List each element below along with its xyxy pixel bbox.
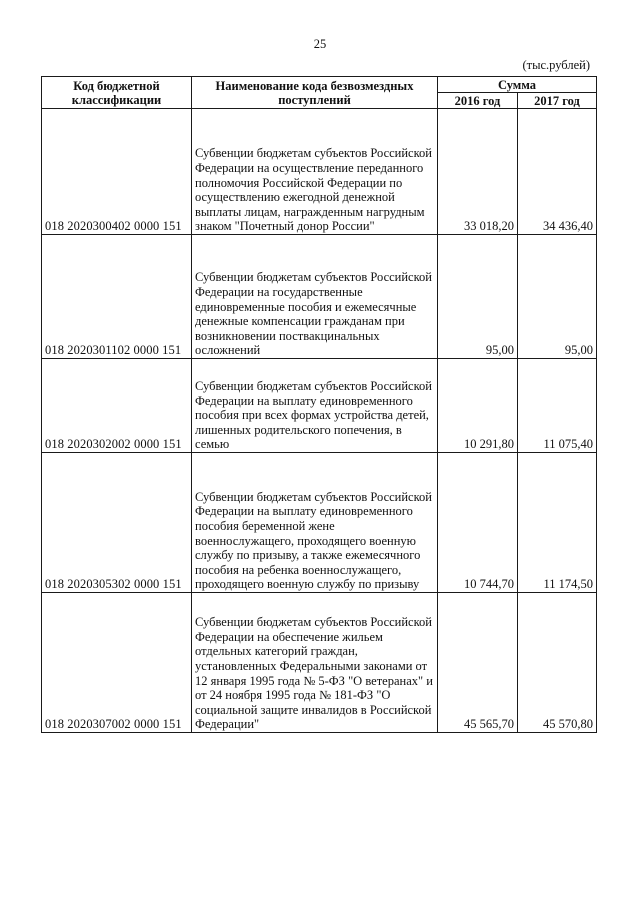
year-2016-header: 2016 год: [438, 93, 518, 109]
sum-2016: 10 744,70: [438, 453, 518, 593]
budget-table: [41, 76, 597, 733]
sum-2016: 95,00: [438, 235, 518, 359]
sum-2017: 11 174,50: [518, 453, 597, 593]
budget-code: 018 2020302002 0000 151: [42, 359, 192, 453]
budget-code: 018 2020301102 0000 151: [42, 235, 192, 359]
income-name: Субвенции бюджетам субъектов Российской Федерации на выплату единовременного пособия беременной жене военнослужащего, проходящего военную службу по призыву, а также ежемесячного пособия на ребенка военнослужащего, проходящего военную службу по призыву: [192, 453, 438, 593]
sum-2017: 11 075,40: [518, 359, 597, 453]
budget-code: 018 2020305302 0000 151: [42, 453, 192, 593]
budget-code: 018 2020307002 0000 151: [42, 593, 192, 733]
sum-2017: 34 436,40: [518, 109, 597, 235]
year-2017-header: 2017 год: [518, 93, 597, 109]
table-row: [42, 453, 597, 593]
page-number: 25: [313, 37, 327, 51]
sum-2016: 45 565,70: [438, 593, 518, 733]
code-column-header: Код бюджетной классификации: [42, 77, 192, 109]
income-name: Субвенции бюджетам субъектов Российской Федерации на осуществление переданного полномочия Российской Федерации по осуществлению ежегодной денежной выплаты лицам, награжденным нагрудным знаком "Почетный донор России": [192, 109, 438, 235]
income-name: Субвенции бюджетам субъектов Российской Федерации на обеспечение жильем отдельных категорий граждан, установленных Федеральными законами от 12 января 1995 года № 5-ФЗ "О ветеранах" и от 24 ноября 1995 года № 181-ФЗ "О социальной защите инвалидов в Российской Федерации": [192, 593, 438, 733]
sum-2017: 45 570,80: [518, 593, 597, 733]
table-row: [42, 109, 597, 235]
header-row: [42, 77, 597, 93]
table-row: [42, 359, 597, 453]
sum-column-header: Сумма: [438, 77, 597, 93]
table-row: [42, 593, 597, 733]
income-name: Субвенции бюджетам субъектов Российской Федерации на государственные единовременные пособия и ежемесячные денежные компенсации гражданам при возникновении поствакцинальных осложнений: [192, 235, 438, 359]
name-column-header: Наименование кода безвозмездных поступлений: [192, 77, 438, 109]
budget-code: 018 2020300402 0000 151: [42, 109, 192, 235]
income-name: Субвенции бюджетам субъектов Российской Федерации на выплату единовременного пособия при всех формах устройства детей, лишенных родительского попечения, в семью: [192, 359, 438, 453]
sum-2017: 95,00: [518, 235, 597, 359]
sum-2016: 10 291,80: [438, 359, 518, 453]
sum-2016: 33 018,20: [438, 109, 518, 235]
units-note: (тыс.рублей): [522, 58, 590, 72]
table-row: [42, 235, 597, 359]
